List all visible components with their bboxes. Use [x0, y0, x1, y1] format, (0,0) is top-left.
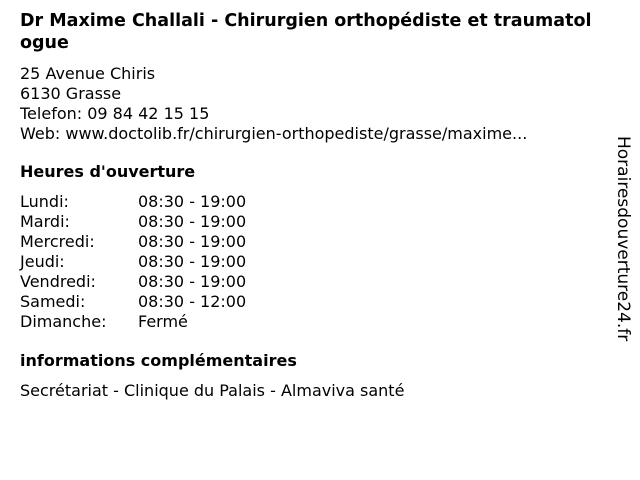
hours-row-mardi [20, 212, 600, 232]
time-value: 08:30 - 12:00 [138, 292, 247, 311]
street-address: 25 Avenue Chiris [20, 64, 156, 83]
hours-heading: Heures d'ouverture [20, 162, 196, 181]
hours-row-mercredi [20, 232, 600, 252]
business-card [20, 10, 600, 401]
day-label: Lundi: [20, 192, 69, 211]
day-label: Mercredi: [20, 232, 95, 251]
time-value: 08:30 - 19:00 [138, 212, 247, 231]
hours-row-samedi [20, 292, 600, 312]
day-label: Mardi: [20, 212, 70, 231]
time-value: 08:30 - 19:00 [138, 192, 247, 211]
hours-row-dimanche [20, 312, 600, 332]
phone-number: Telefon: 09 84 42 15 15 [20, 104, 210, 123]
hours-row-vendredi [20, 272, 600, 292]
day-label: Jeudi: [20, 252, 65, 271]
page-title: Dr Maxime Challali - Chirurgien orthopédiste et traumatologue [20, 11, 592, 53]
time-value: Fermé [138, 312, 188, 331]
info-heading: informations complémentaires [20, 351, 297, 370]
day-label: Vendredi: [20, 272, 96, 291]
day-label: Dimanche: [20, 312, 107, 331]
hours-row-lundi [20, 192, 600, 212]
brand-text: Horairesdouverture24.fr [613, 136, 633, 342]
website-link[interactable]: Web: www.doctolib.fr/chirurgien-orthopediste/grasse/maxime... [20, 124, 528, 143]
info-text: Secrétariat - Clinique du Palais - Almaviva santé [20, 381, 405, 400]
address-block [20, 64, 600, 144]
hours-table [20, 192, 600, 332]
time-value: 08:30 - 19:00 [138, 252, 247, 271]
time-value: 08:30 - 19:00 [138, 232, 247, 251]
day-label: Samedi: [20, 292, 86, 311]
brand-watermark [613, 136, 633, 346]
hours-row-jeudi [20, 252, 600, 272]
time-value: 08:30 - 19:00 [138, 272, 247, 291]
city-address: 6130 Grasse [20, 84, 122, 103]
